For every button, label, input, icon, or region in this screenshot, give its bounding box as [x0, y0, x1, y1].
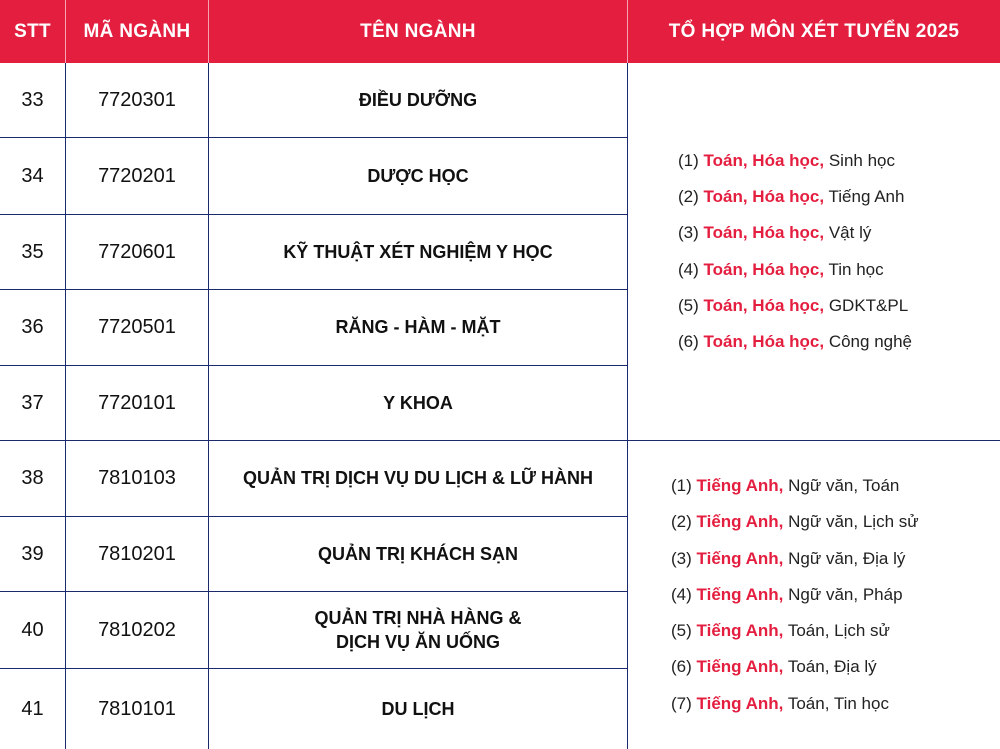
- combo-item: (1) Tiếng Anh, Ngữ văn, Toán: [671, 475, 900, 495]
- row-stt: 37: [0, 366, 66, 441]
- combo-item: (6) Tiếng Anh, Toán, Địa lý: [671, 657, 877, 677]
- row-stt: 33: [0, 63, 66, 138]
- header-combo: TỔ HỢP MÔN XÉT TUYỂN 2025: [668, 20, 960, 42]
- combo-item: (3) Tiếng Anh, Ngữ văn, Địa lý: [671, 548, 906, 568]
- row-name: RĂNG - HÀM - MẶT: [209, 290, 628, 366]
- row-stt: 36: [0, 290, 66, 366]
- combo-item: (4) Tiếng Anh, Ngữ văn, Pháp: [671, 584, 903, 604]
- combo-item: (4) Toán, Hóa học, Tin học: [678, 259, 884, 279]
- header-name: TÊN NGÀNH: [209, 0, 628, 63]
- row-code: 7720501: [66, 290, 209, 366]
- header-code: MÃ NGÀNH: [66, 0, 209, 63]
- table-row: [0, 517, 628, 592]
- combo-item: (5) Toán, Hóa học, GDKT&PL: [678, 295, 909, 315]
- combo-item: (5) Tiếng Anh, Toán, Lịch sử: [671, 621, 890, 641]
- combo-item: (7) Tiếng Anh, Toán, Tin học: [671, 693, 889, 713]
- table-body: [0, 63, 1000, 749]
- table-row: [0, 592, 628, 669]
- row-stt: 40: [0, 592, 66, 669]
- combo-group-tourism: [628, 441, 1000, 749]
- table-row: [0, 669, 628, 749]
- row-stt: 41: [0, 669, 66, 749]
- row-name: QUẢN TRỊ NHÀ HÀNG & DỊCH VỤ ĂN UỐNG: [209, 592, 628, 669]
- table-row: [0, 215, 628, 290]
- combo-item: (1) Toán, Hóa học, Sinh học: [678, 150, 895, 170]
- row-name: DU LỊCH: [209, 669, 628, 749]
- table-row: [0, 290, 628, 366]
- row-code: 7810201: [66, 517, 209, 592]
- row-code: 7810103: [66, 441, 209, 517]
- row-code: 7720301: [66, 63, 209, 138]
- combo-item: (2) Tiếng Anh, Ngữ văn, Lịch sử: [671, 512, 919, 532]
- table-row: [0, 441, 628, 517]
- row-code: 7810101: [66, 669, 209, 749]
- row-stt: 38: [0, 441, 66, 517]
- header-stt: STT: [0, 0, 66, 63]
- row-name: ĐIỀU DƯỠNG: [209, 63, 628, 138]
- combo-item: (3) Toán, Hóa học, Vật lý: [678, 223, 872, 243]
- row-stt: 39: [0, 517, 66, 592]
- row-code: 7720601: [66, 215, 209, 290]
- row-code: 7810202: [66, 592, 209, 669]
- table-row: [0, 63, 628, 138]
- table-header: [0, 0, 1000, 63]
- row-name: QUẢN TRỊ KHÁCH SẠN: [209, 517, 628, 592]
- row-code: 7720201: [66, 138, 209, 215]
- row-name: QUẢN TRỊ DỊCH VỤ DU LỊCH & LỮ HÀNH: [209, 441, 628, 517]
- combo-group-health: [628, 63, 1000, 441]
- table-row: [0, 366, 628, 441]
- table-row: [0, 138, 628, 215]
- combo-item: (6) Toán, Hóa học, Công nghệ: [678, 332, 913, 352]
- row-name: DƯỢC HỌC: [209, 138, 628, 215]
- row-name: Y KHOA: [209, 366, 628, 441]
- row-code: 7720101: [66, 366, 209, 441]
- row-stt: 35: [0, 215, 66, 290]
- combo-item: (2) Toán, Hóa học, Tiếng Anh: [678, 186, 905, 206]
- row-stt: 34: [0, 138, 66, 215]
- row-name: KỸ THUẬT XÉT NGHIỆM Y HỌC: [209, 215, 628, 290]
